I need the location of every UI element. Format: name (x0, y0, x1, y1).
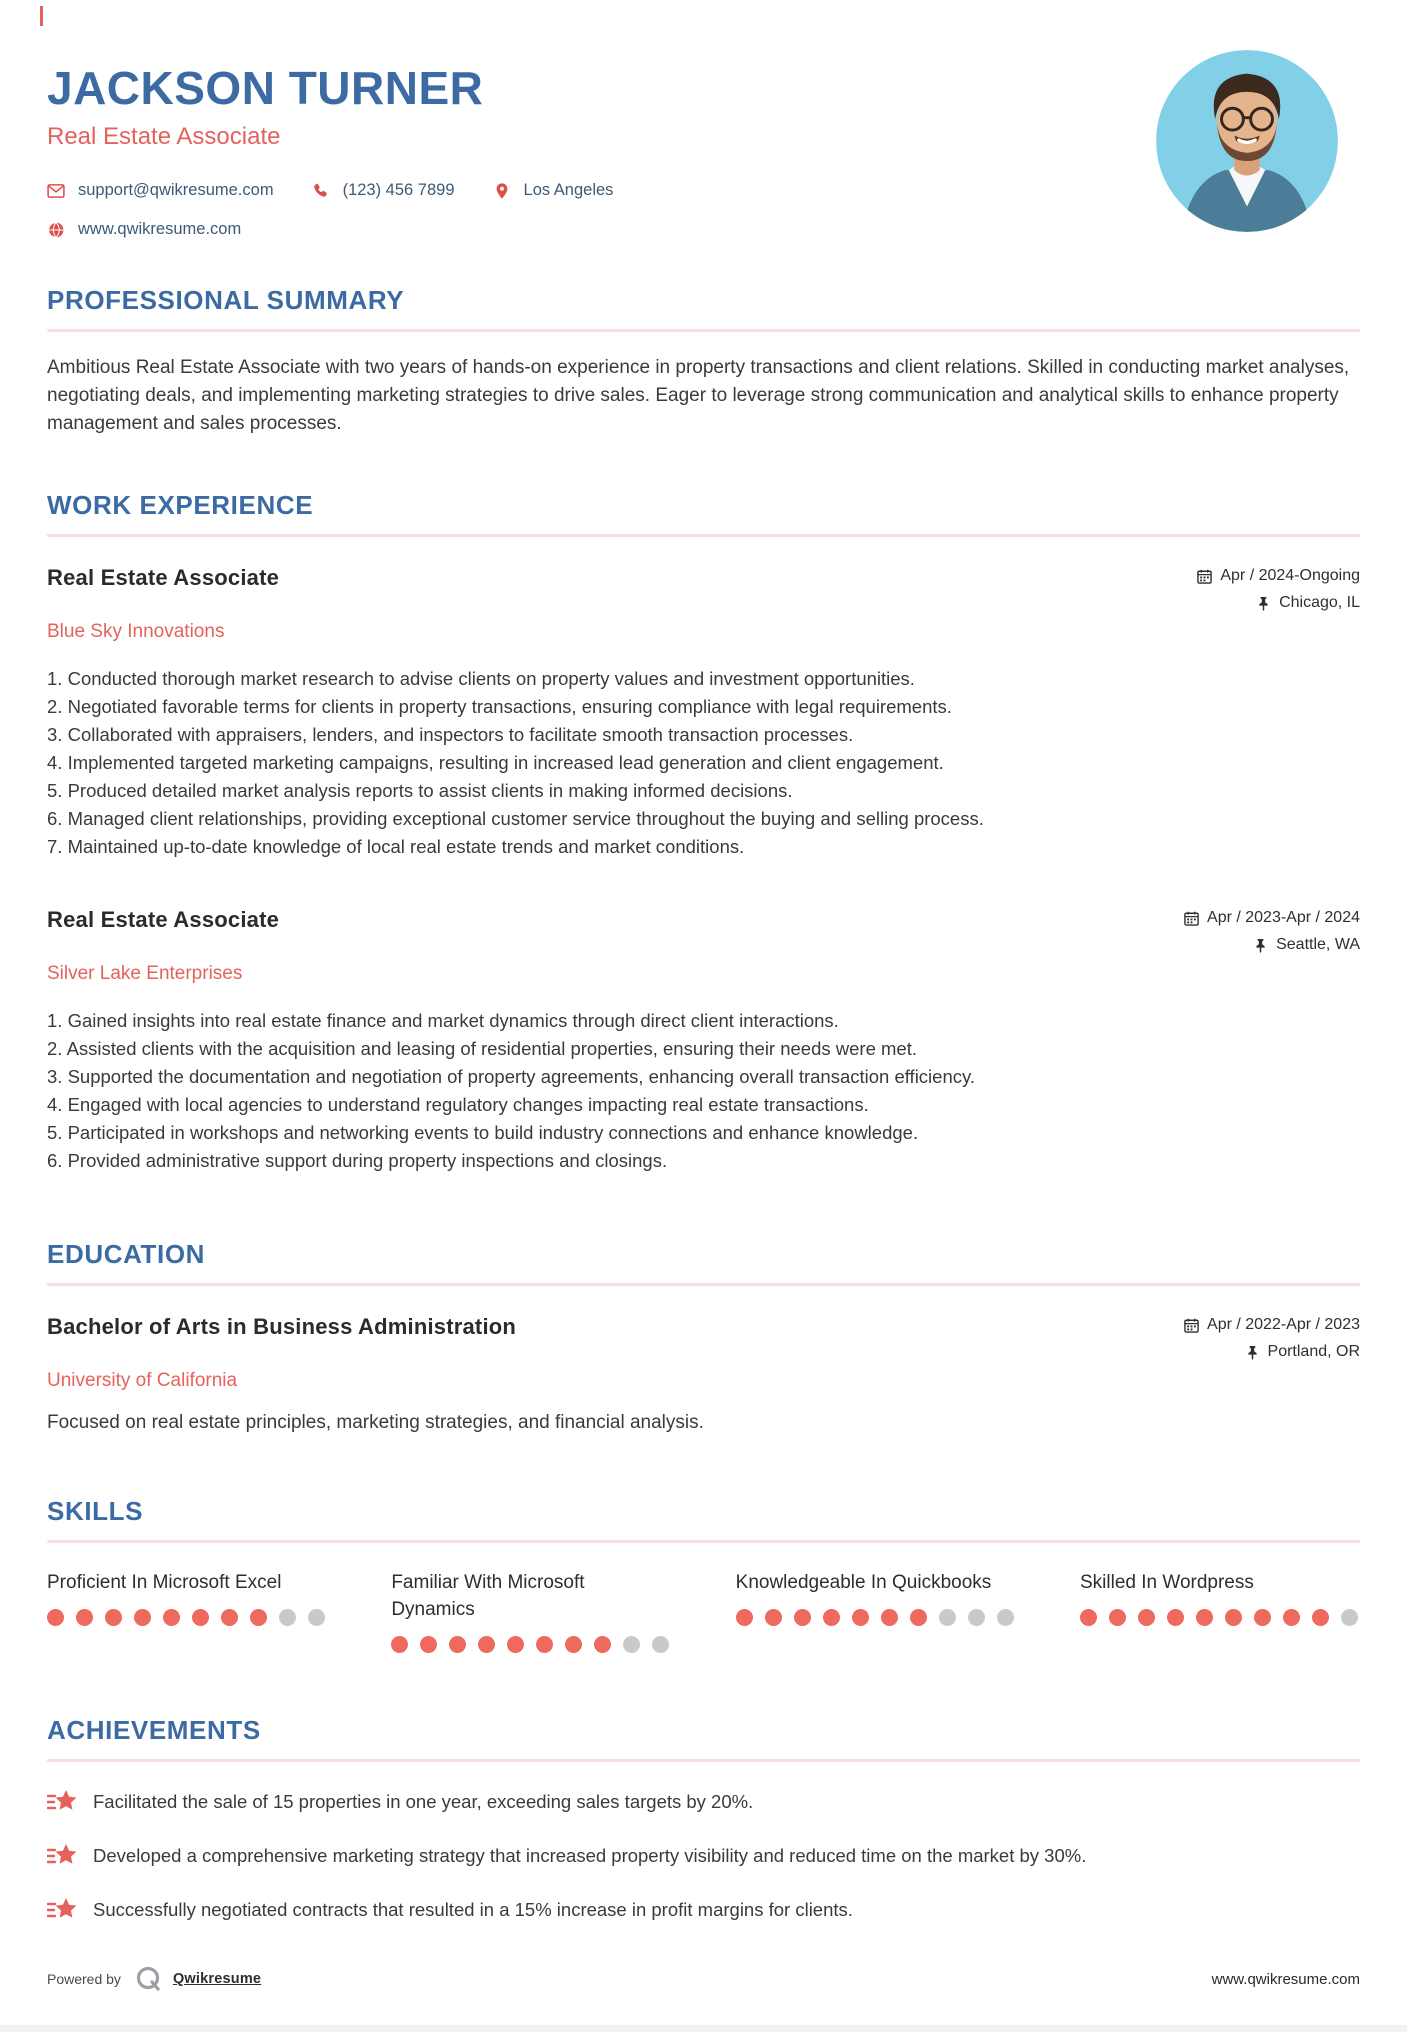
experience-heading: WORK EXPERIENCE (47, 490, 314, 520)
skill-level-dot (507, 1636, 524, 1653)
achievement-list (47, 1788, 1360, 1924)
globe-icon (47, 221, 65, 239)
job-bullet: Collaborated with appraisers, lenders, and inspectors to facilitate smooth transaction processes. (67, 724, 854, 745)
candidate-name: JACKSON TURNER (47, 62, 484, 114)
achievement-item (47, 1788, 1360, 1816)
achievement-star-icon (47, 1843, 77, 1869)
candidate-job-title: Real Estate Associate (47, 123, 281, 150)
skill-level-dot (391, 1636, 408, 1653)
achievement-star-icon (47, 1789, 77, 1815)
education-entry (47, 1314, 1360, 1434)
job-bullet: Gained insights into real estate finance and market dynamics through direct client interactions. (67, 1010, 839, 1031)
job-entry (47, 565, 1360, 861)
skill-level-dot (1109, 1609, 1126, 1626)
job-bullet: Conducted thorough market research to advise clients on property values and investment opportunities. (67, 668, 915, 689)
summary-heading: PROFESSIONAL SUMMARY (47, 285, 405, 315)
contact-location (493, 181, 614, 200)
skill-level-dot (997, 1609, 1014, 1626)
degree-title: Bachelor of Arts in Business Administration (47, 1314, 517, 1339)
skill-level-dot (250, 1609, 267, 1626)
achievements-heading: ACHIEVEMENTS (47, 1715, 261, 1745)
skill-level-dot (279, 1609, 296, 1626)
footer-site-url: www.qwikresume.com (1211, 1970, 1360, 1988)
skill-level-dot (594, 1636, 611, 1653)
email-icon (47, 182, 65, 200)
qwikresume-link[interactable]: Qwikresume (172, 1971, 262, 1987)
skill-level-dots (47, 1609, 327, 1626)
job-dates-text: Apr / 2023-Apr / 2024 (1207, 909, 1360, 926)
skill-level-dot (478, 1636, 495, 1653)
skill-level-dot (823, 1609, 840, 1626)
pushpin-icon (1256, 596, 1271, 611)
skill-level-dot (134, 1609, 151, 1626)
achievement-text: Facilitated the sale of 15 properties in one year, exceeding sales targets by 20%. (93, 1791, 754, 1812)
job-bullet: Supported the documentation and negotiation of property agreements, enhancing overall transaction efficiency. (67, 1066, 976, 1087)
job-dates-text: Apr / 2024-Ongoing (1220, 567, 1360, 584)
achievement-item (47, 1842, 1360, 1870)
education-dates (1184, 1316, 1360, 1334)
job-bullet: Engaged with local agencies to understand regulatory changes impacting real estate transactions. (67, 1094, 869, 1115)
skill-item (736, 1569, 1016, 1653)
section-work-experience (47, 490, 1360, 1175)
skill-level-dots (391, 1636, 671, 1653)
skill-level-dot (1167, 1609, 1184, 1626)
skill-item (391, 1569, 671, 1653)
skill-level-dot (736, 1609, 753, 1626)
skill-item (47, 1569, 327, 1653)
education-dates-text: Apr / 2022-Apr / 2023 (1207, 1316, 1360, 1333)
phone-icon (312, 182, 330, 200)
job-bullet: Maintained up-to-date knowledge of local real estate trends and market conditions. (67, 836, 745, 857)
job-bullet-list (47, 665, 1360, 861)
contact-phone-text: (123) 456 7899 (342, 181, 455, 199)
skill-level-dot (1138, 1609, 1155, 1626)
skill-level-dot (308, 1609, 325, 1626)
skill-level-dot (192, 1609, 209, 1626)
section-achievements (47, 1715, 1360, 1924)
contact-website[interactable] (47, 220, 241, 239)
job-location-text: Chicago, IL (1279, 594, 1360, 611)
section-divider (47, 1540, 1360, 1543)
job-bullet: Implemented targeted marketing campaigns, resulting in increased lead generation and client engagement. (67, 752, 944, 773)
job-dates (1197, 567, 1360, 585)
skill-level-dot (163, 1609, 180, 1626)
section-divider (47, 534, 1360, 537)
education-heading: EDUCATION (47, 1239, 206, 1269)
skill-level-dot (939, 1609, 956, 1626)
contact-email-text: support@qwikresume.com (78, 181, 274, 199)
skill-level-dot (449, 1636, 466, 1653)
skill-level-dot (623, 1636, 640, 1653)
calendar-icon (1197, 569, 1212, 584)
skills-grid (47, 1569, 1360, 1653)
contact-website-text: www.qwikresume.com (78, 220, 242, 238)
powered-by-label: Powered by (47, 1971, 121, 1987)
summary-text: Ambitious Real Estate Associate with two years of hands-on experience in property transactions and client relations. Skilled in conducting market analyses, negotiating deals, and implementing marketing strategies to drive sales. Eager to leverage strong communication and analytical skills to enhance property management and sales processes. (47, 357, 1350, 434)
achievement-item (47, 1896, 1360, 1924)
skill-level-dot (881, 1609, 898, 1626)
calendar-icon (1184, 1318, 1199, 1333)
skill-level-dot (1254, 1609, 1271, 1626)
achievement-star-icon (47, 1897, 77, 1923)
location-pin-icon (493, 182, 511, 200)
skill-level-dots (1080, 1609, 1360, 1626)
skill-level-dot (536, 1636, 553, 1653)
school-name: University of California (47, 1370, 238, 1391)
job-bullet-list (47, 1007, 1360, 1175)
skill-level-dot (968, 1609, 985, 1626)
job-bullet: Assisted clients with the acquisition and leasing of residential properties, ensuring their needs were met. (66, 1038, 917, 1059)
section-professional-summary (47, 285, 1360, 438)
profile-photo (1156, 50, 1338, 232)
job-location (1184, 936, 1360, 954)
section-education (47, 1239, 1360, 1434)
section-divider (47, 1759, 1360, 1762)
skill-level-dot (565, 1636, 582, 1653)
job-title: Real Estate Associate (47, 565, 280, 590)
job-title: Real Estate Associate (47, 907, 280, 932)
job-location (1197, 594, 1360, 612)
pushpin-icon (1253, 938, 1268, 953)
job-dates (1184, 909, 1360, 927)
job-bullet: Negotiated favorable terms for clients in property transactions, ensuring compliance with legal requirements. (67, 696, 952, 717)
contact-block (47, 181, 651, 239)
education-location (1184, 1343, 1360, 1361)
calendar-icon (1184, 911, 1199, 926)
skill-level-dot (1283, 1609, 1300, 1626)
skill-label: Proficient In Microsoft Excel (47, 1572, 282, 1593)
skill-level-dot (76, 1609, 93, 1626)
skill-level-dot (910, 1609, 927, 1626)
text-cursor-artifact (40, 6, 43, 26)
skill-level-dot (105, 1609, 122, 1626)
skill-level-dot (1312, 1609, 1329, 1626)
skill-level-dot (1341, 1609, 1358, 1626)
skill-level-dot (47, 1609, 64, 1626)
skill-level-dot (420, 1636, 437, 1653)
skills-heading: SKILLS (47, 1496, 144, 1526)
skill-level-dot (1080, 1609, 1097, 1626)
skill-item (1080, 1569, 1360, 1653)
job-entry (47, 907, 1360, 1175)
skill-level-dot (1225, 1609, 1242, 1626)
job-location-text: Seattle, WA (1276, 936, 1360, 953)
skill-level-dot (221, 1609, 238, 1626)
education-description: Focused on real estate principles, marketing strategies, and financial analysis. (47, 1412, 704, 1433)
contact-email[interactable] (47, 181, 274, 200)
section-skills (47, 1496, 1360, 1653)
skill-level-dot (652, 1636, 669, 1653)
skill-level-dots (736, 1609, 1016, 1626)
section-divider (47, 1283, 1360, 1286)
job-bullet: Produced detailed market analysis reports to assist clients in making informed decisions. (67, 780, 793, 801)
job-company: Blue Sky Innovations (47, 621, 225, 642)
skill-level-dot (765, 1609, 782, 1626)
achievement-text: Successfully negotiated contracts that resulted in a 15% increase in profit margins for clients. (93, 1899, 853, 1920)
job-company: Silver Lake Enterprises (47, 963, 243, 984)
job-bullet: Participated in workshops and networking events to build industry connections and enhance knowledge. (67, 1122, 919, 1143)
skill-level-dot (794, 1609, 811, 1626)
section-divider (47, 329, 1360, 332)
contact-phone[interactable] (312, 181, 455, 200)
skill-label: Familiar With Microsoft Dynamics (391, 1572, 585, 1620)
skill-level-dot (1196, 1609, 1213, 1626)
page-bottom-edge (0, 2025, 1407, 2032)
contact-location-text: Los Angeles (523, 181, 614, 199)
skill-label: Skilled In Wordpress (1079, 1572, 1254, 1593)
achievement-text: Developed a comprehensive marketing strategy that increased property visibility and reduced time on the market by 30%. (93, 1845, 1087, 1866)
skill-label: Knowledgeable In Quickbooks (735, 1572, 992, 1593)
job-bullet: Managed client relationships, providing exceptional customer service throughout the buying and selling process. (67, 808, 984, 829)
page-footer (47, 1924, 1360, 2032)
education-location-text: Portland, OR (1267, 1343, 1360, 1360)
job-bullet: Provided administrative support during property inspections and closings. (67, 1150, 668, 1171)
skill-level-dot (852, 1609, 869, 1626)
pushpin-icon (1245, 1345, 1260, 1360)
resume-header (47, 55, 1360, 239)
